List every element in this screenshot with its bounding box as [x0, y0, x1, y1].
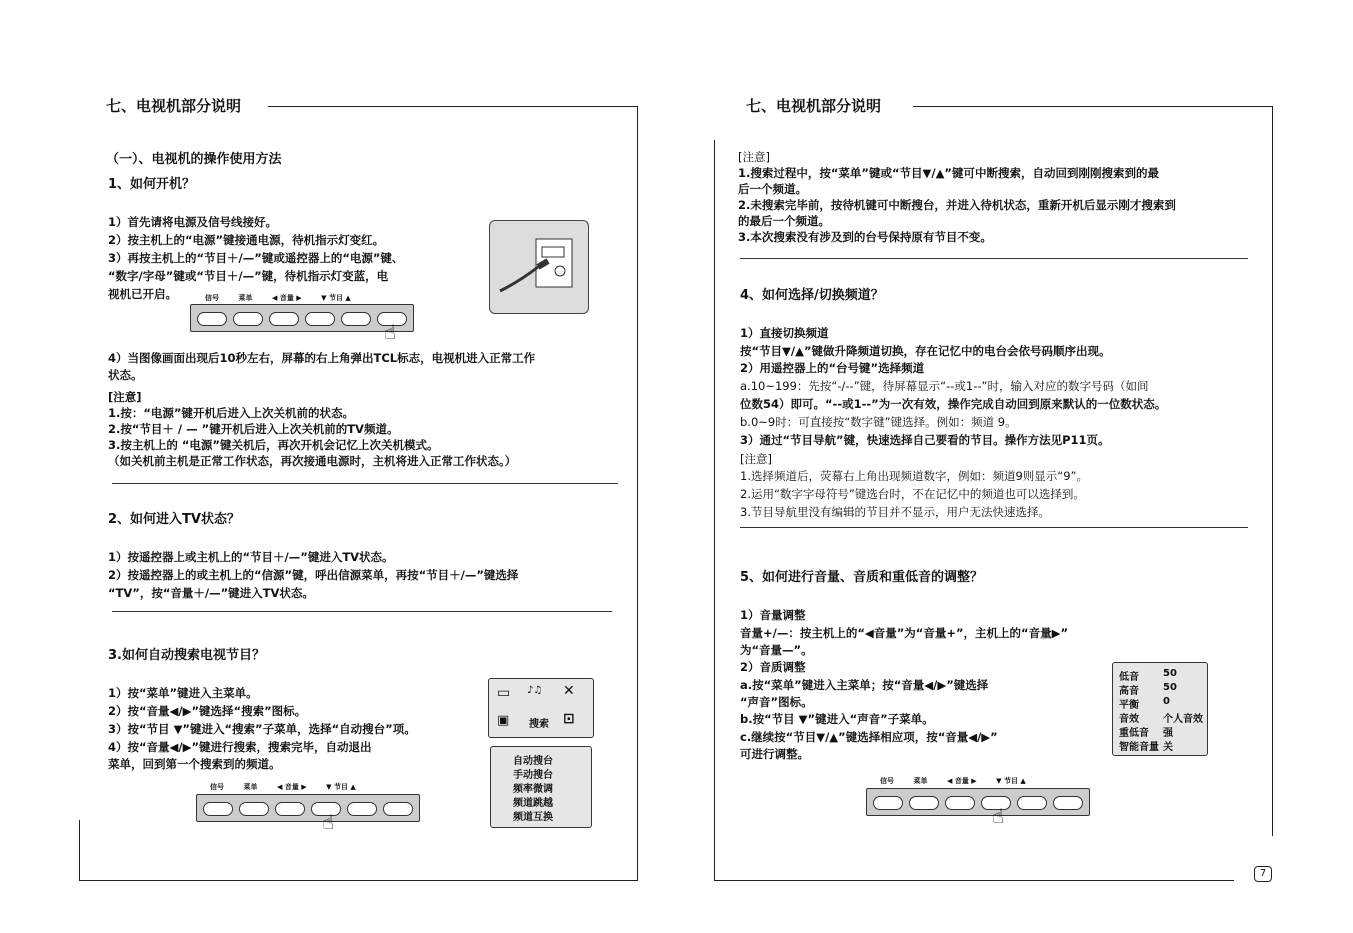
label-menu: 菜单: [238, 294, 253, 302]
info-icon: ▣: [497, 713, 510, 728]
note-line: 1.选择频道后，荧幕右上角出现频道数字，例如：频道9则显示“9”。: [740, 469, 1089, 483]
label-menu: 菜单: [913, 777, 928, 785]
right-header: 七、电视机部分说明: [746, 97, 882, 115]
channel-down-button[interactable]: [1017, 796, 1047, 810]
q3-title: 3.如何自动搜索电视节目？: [108, 648, 265, 663]
q5-line: 为“音量—”。: [740, 643, 813, 657]
sound-menu-key[interactable]: 音效: [1119, 714, 1139, 725]
q4-line: b.0~9时：可直接按“数字键”键选择。例如：频道 9。: [740, 415, 1017, 429]
label-signal: 信号: [210, 783, 224, 791]
sound-menu-key[interactable]: 智能音量: [1119, 742, 1159, 753]
label-signal: 信号: [880, 777, 894, 785]
menu-button[interactable]: [909, 796, 939, 810]
note-line: 后一个频道。: [738, 182, 807, 196]
volume-up-button[interactable]: [305, 312, 335, 326]
q5-title: 5、如何进行音量、音质和重低音的调整？: [740, 570, 984, 585]
pointing-hand-icon: ☝: [384, 320, 397, 344]
q4-line: a.10~199：先按“-/--”键，待屏幕显示“--或1--”时，输入对应的数字号码（如间: [740, 379, 1149, 393]
label-menu: 菜单: [243, 783, 258, 791]
q2-line: 2）按遥控器上的或主机上的“信源”键，呼出信源菜单，再按“节目＋/—”键选择: [108, 568, 519, 582]
right-bottom-rule: [714, 880, 1234, 881]
left-left-border: [79, 820, 80, 880]
sound-menu-value: 50: [1163, 682, 1177, 693]
channel-up-button[interactable]: [1053, 796, 1083, 810]
search-submenu: [490, 746, 592, 828]
menu-button[interactable]: [233, 312, 263, 326]
q4-title: 4、如何选择/切换频道？: [740, 288, 884, 303]
q5-line: “声音”图标。: [740, 695, 813, 709]
note-line: 3.节目导航里没有编辑的节目并不显示，用户无法快速选择。: [740, 505, 1050, 519]
remote-labels: [880, 776, 1026, 786]
main-menu-icons: [488, 678, 594, 738]
note-line: 2.按“节目＋ / — ”键开机后进入上次关机前的TV频道。: [108, 422, 399, 436]
note-title: [注意]: [740, 452, 772, 466]
q4-line: 位数54）即可。“--或1--”为一次有效，操作完成自动回到原来默认的一位数状态。: [740, 397, 1167, 411]
menu-button[interactable]: [239, 802, 269, 816]
q3-line: 4）按“音量◀/▶”键进行搜索，搜索完毕，自动退出: [108, 740, 372, 754]
sound-menu-value: 个人音效: [1163, 714, 1203, 725]
q3-line: 1）按“菜单”键进入主菜单。: [108, 686, 258, 700]
q5-line: 音量+/—：按主机上的“◀音量”为“音量+”，主机上的“音量▶”: [740, 626, 1069, 640]
right-left-border: [714, 140, 715, 880]
left-header: 七、电视机部分说明: [106, 97, 242, 115]
label-volume: ◀ 音量 ▶: [947, 777, 977, 785]
q5-line: 1）音量调整: [740, 608, 806, 622]
q1-line: 状态。: [108, 368, 143, 382]
submenu-item[interactable]: 频道跳越: [513, 798, 553, 809]
q2-line: “TV”，按“音量＋/—”键进入TV状态。: [108, 586, 314, 600]
q1-line: 3）再按主机上的“节目＋/—”键或遥控器上的“电源”键、: [108, 251, 404, 265]
tv-icon: ⊡: [563, 711, 575, 727]
divider: [740, 258, 1248, 259]
note-line: 2.运用“数字字母符号”键选台时，不在记忆中的频道也可以选择到。: [740, 487, 1085, 501]
q2-line: 1）按遥控器上或主机上的“节目＋/—”键进入TV状态。: [108, 550, 394, 564]
note-line: 2.未搜索完毕前，按待机键可中断搜台，并进入待机状态，重新开机后显示刚才搜索到: [738, 198, 1176, 212]
note-title: [注意]: [738, 150, 770, 164]
picture-icon: ▭: [497, 685, 511, 701]
label-channel: ▼ 节目 ▲: [326, 783, 356, 791]
sound-menu-key[interactable]: 低音: [1119, 672, 1139, 683]
q1-line: “数字/字母”键或“节目＋/—”键，待机指示灯变蓝，电: [108, 269, 389, 283]
search-menu-label: 搜索: [529, 719, 549, 730]
divider: [112, 611, 612, 612]
q4-line: 3）通过“节目导航”键，快速选择自己要看的节目。操作方法见P11页。: [740, 433, 1110, 447]
right-header-rule: [913, 106, 1273, 107]
sound-menu-value: 关: [1163, 742, 1173, 753]
note-title: [注意]: [108, 390, 142, 404]
q2-title: 2、如何进入TV状态？: [108, 512, 240, 527]
divider: [740, 527, 1248, 528]
right-right-border: [1272, 106, 1273, 836]
volume-down-button[interactable]: [269, 312, 299, 326]
label-channel: ▼ 节目 ▲: [996, 777, 1026, 785]
page-number: 7: [1254, 866, 1272, 882]
label-volume: ◀ 音量 ▶: [277, 783, 307, 791]
signal-button[interactable]: [197, 312, 227, 326]
q5-line: b.按“节目 ▼”键进入“声音”子菜单。: [740, 712, 934, 726]
q4-line: 按“节目▼/▲”键做升降频道切换，存在记忆中的电台会依号码顺序出现。: [740, 344, 1111, 358]
q1-line: 4）当图像画面出现后10秒左右，屏幕的右上角弹出TCL标志，电视机进入正常工作: [108, 351, 536, 365]
q5-line: 2）音质调整: [740, 660, 806, 674]
q3-line: 3）按“节目 ▼”键进入“搜索”子菜单，选择“自动搜台”项。: [108, 722, 416, 736]
left-page: [0, 0, 676, 933]
remote-labels: [205, 293, 351, 303]
remote-labels: [210, 782, 356, 792]
sound-submenu: [1112, 662, 1208, 756]
signal-button[interactable]: [203, 802, 233, 816]
left-right-border: [637, 106, 638, 880]
submenu-item[interactable]: 频率微调: [513, 784, 553, 795]
sound-menu-key[interactable]: 平衡: [1119, 700, 1139, 711]
q5-line: 可进行调整。: [740, 747, 809, 761]
submenu-item[interactable]: 自动搜台: [513, 756, 553, 767]
left-header-rule: [268, 106, 638, 107]
sound-menu-key[interactable]: 高音: [1119, 686, 1139, 697]
channel-down-button[interactable]: [347, 802, 377, 816]
q3-line: 2）按“音量◀/▶”键选择“搜索”图标。: [108, 704, 307, 718]
q5-line: c.继续按“节目▼/▲”键选择相应项，按“音量◀/▶”: [740, 730, 998, 744]
sound-menu-key[interactable]: 重低音: [1119, 728, 1149, 739]
pointing-hand-icon: ☝: [322, 810, 335, 834]
note-line: 的最后一个频道。: [738, 214, 830, 228]
note-line: 3.按主机上的 “电源”键关机后，再次开机会记忆上次关机模式。: [108, 438, 439, 452]
q4-line: 2）用遥控器上的“台号键”选择频道: [740, 361, 925, 375]
signal-button[interactable]: [873, 796, 903, 810]
sound-icon: ♪♫: [527, 685, 543, 696]
note-line: 1.搜索过程中，按“菜单”键或“节目▼/▲”键可中断搜索，自动回到刚刚搜索到的最: [738, 166, 1159, 180]
sound-menu-value: 0: [1163, 696, 1170, 707]
left-bottom-rule: [79, 880, 638, 881]
q5-line: a.按“菜单”键进入主菜单；按“音量◀/▶”键选择: [740, 678, 989, 692]
volume-down-button[interactable]: [275, 802, 305, 816]
volume-down-button[interactable]: [945, 796, 975, 810]
q4-line: 1）直接切换频道: [740, 326, 829, 340]
control-panel: [196, 794, 420, 822]
section-title: （一）、电视机的操作使用方法: [106, 152, 282, 167]
control-panel: [866, 788, 1090, 816]
label-channel: ▼ 节目 ▲: [321, 294, 351, 302]
submenu-item[interactable]: 手动搜台: [513, 770, 553, 781]
q3-line: 菜单，回到第一个搜索到的频道。: [108, 757, 281, 771]
q1-title: 1、如何开机？: [108, 177, 196, 192]
label-signal: 信号: [205, 294, 219, 302]
tools-icon: ✕: [563, 683, 575, 699]
divider: [112, 483, 618, 484]
note-line: （如关机前主机是正常工作状态，再次接通电源时，主机将进入正常工作状态。）: [108, 454, 517, 468]
right-page: [676, 0, 1353, 933]
q1-line: 1）首先请将电源及信号线接好。: [108, 215, 277, 229]
label-volume: ◀ 音量 ▶: [272, 294, 302, 302]
power-plug-illustration: [489, 220, 589, 314]
note-line: 1.按：“电源”键开机后进入上次关机前的状态。: [108, 406, 354, 420]
q1-line: 视机已开启。: [108, 287, 177, 301]
channel-down-button[interactable]: [341, 312, 371, 326]
control-panel: [190, 304, 414, 332]
channel-up-button[interactable]: [383, 802, 413, 816]
submenu-item[interactable]: 频道互换: [513, 812, 553, 823]
pointing-hand-icon: ☝: [992, 804, 1005, 828]
note-line: 3.本次搜索没有涉及到的台号保持原有节目不变。: [738, 230, 992, 244]
sound-menu-value: 强: [1163, 728, 1173, 739]
sound-menu-value: 50: [1163, 668, 1177, 679]
q1-line: 2）按主机上的“电源”键接通电源，待机指示灯变红。: [108, 233, 385, 247]
